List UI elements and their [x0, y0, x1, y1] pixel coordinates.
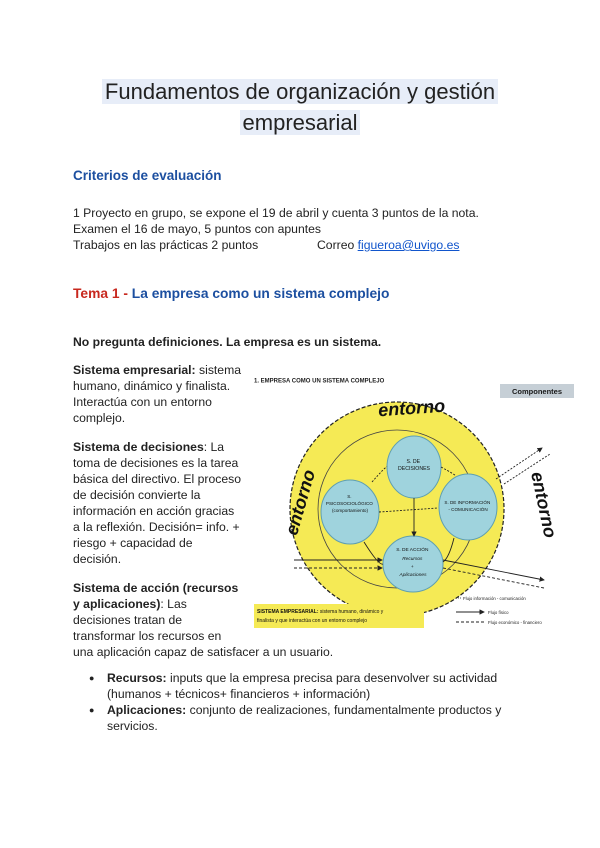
- mail-link[interactable]: figueroa@uvigo.es: [357, 238, 460, 252]
- caption-text: SISTEMA EMPRESARIAL: sistema humano, dinámico y finalista y que interactúa con un entorno complejo: [257, 609, 384, 624]
- mail: [317, 237, 459, 253]
- tema-title: La empresa como un sistema complejo: [131, 286, 390, 301]
- entorno-right: entorno: [527, 469, 561, 540]
- psico-label: S. PSICOSOCIOLÓGICO (comportamiento): [325, 494, 373, 513]
- accion-label: S. DE ACCIÓN Recursos + Aplicaciones: [396, 548, 429, 578]
- accion-node: [383, 536, 443, 592]
- entorno-top: entorno: [377, 395, 446, 421]
- intro-text: No pregunta definiciones. La empresa es un sistema.: [73, 335, 382, 349]
- tema-number: Tema 1: [73, 286, 120, 301]
- legend: [456, 596, 542, 625]
- mail-label: Correo: [317, 238, 355, 252]
- legend-item-fisico: Flujo físico: [488, 610, 509, 615]
- decisiones-label: S. DE DECISIONES: [398, 459, 430, 472]
- page-title: [0, 76, 600, 138]
- block-sistema-decisiones: Sistema de decisiones: La toma de decisiones es la tarea básica del directivo. El proceso de decisión convierte la información en acción gracias a la reflexión. Decisión= info. + riesgo + capacidad de decisión.: [73, 440, 242, 566]
- entorno-left: entorno: [281, 467, 320, 538]
- tema-heading: Tema 1 - La empresa como un sistema complejo: [73, 286, 390, 301]
- components-label: Componentes: [511, 387, 563, 396]
- legend-item-info: Flujo información - comunicación: [463, 596, 526, 601]
- criteria-line-3: Trabajos en las prácticas 2 puntos Correo figueroa@uvigo.es: [73, 238, 460, 252]
- caption-box: [254, 604, 424, 628]
- list-item: ● Recursos: inputs que la empresa precisa para desenvolver su actividad (humanos + técnicos+ financieros + información): [73, 670, 533, 702]
- top-caption: 1. EMPRESA COMO UN SISTEMA COMPLEJO: [254, 378, 385, 385]
- legend-item-economico: Flujo económico - financiero: [488, 620, 542, 625]
- criteria-line-2: Examen el 16 de mayo, 5 puntos con apuntes: [73, 222, 321, 236]
- criteria-text: [73, 205, 543, 253]
- title-line-1: Fundamentos de organización y gestión: [102, 79, 498, 104]
- block-sistema-empresarial: Sistema empresarial: sistema humano, dinámico y finalista. Interactúa con un entorno complejo.: [73, 363, 242, 425]
- title-line-2: empresarial: [240, 110, 361, 135]
- list-item: ● Aplicaciones: conjunto de realizaciones, fundamentalmente productos y servicios.: [73, 702, 533, 734]
- criteria-line-1: 1 Proyecto en grupo, se expone el 19 de abril y cuenta 3 puntos de la nota.: [73, 206, 479, 220]
- criteria-heading: Criterios de evaluación: [73, 168, 222, 183]
- bullet-list: [73, 670, 533, 734]
- block-sistema-accion: Sistema de acción (recursos y aplicaciones): Las decisiones tratan de transformar los recursos en una aplicación capaz de satisfacer a un usuario.: [73, 581, 334, 659]
- empresa-sistema-diagram: [244, 366, 578, 636]
- informacion-label: S. DE INFORMACIÓN - COMUNICACIÓN: [444, 500, 491, 512]
